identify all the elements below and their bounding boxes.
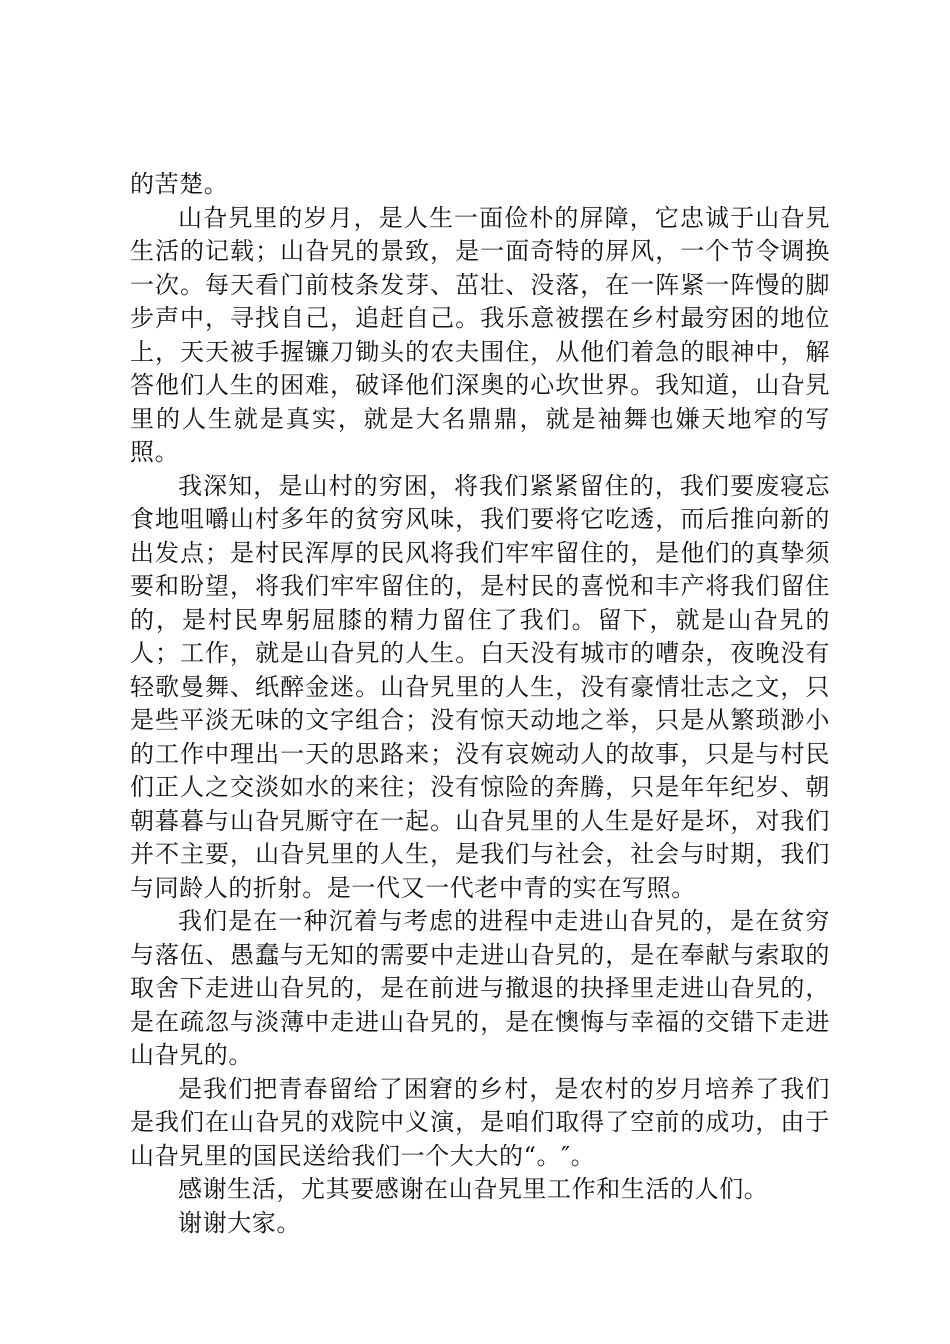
paragraph-mountain-years: 山旮旯里的岁月，是人生一面俭朴的屏障，它忠诚于山旮旯生活的记载；山旮旯的景致，是一面奇特的屏风，一个节令调换一次。每天看门前枝条发芽、茁壮、没落，在一阵紧一阵慢的脚步声中，寻找自己，追赶自己。我乐意被摆在乡村最穷困的地位上，天天被手握镰刀锄头的农夫围住，从他们着急的眼神中，解答他们人生的困难，破译他们深奥的心坎世界。我知道，山旮旯里的人生就是真实，就是大名鼎鼎，就是袖舞也嫌天地窄的写照。 <box>130 203 830 466</box>
paragraph-deep-knowing: 我深知，是山村的穷困，将我们紧紧留住的，我们要废寝忘食地咀嚼山村多年的贫穷风味，我们要将它吃透，而后推向新的出发点；是村民浑厚的民风将我们牢牢留住的，是他们的真挚须要和盼望，将我们牢牢留住的，是村民的喜悦和丰产将我们留住的，是村民卑躬屈膝的精力留住了我们。留下，就是山旮旯的人；工作，就是山旮旯的人生。白天没有城市的嘈杂，夜晚没有轻歌曼舞、纸醉金迷。山旮旯里的人生，没有豪情壮志之文，只是些平淡无味的文字组合；没有惊天动地之举，只是从繁琐渺小的工作中理出一天的思路来；没有哀婉动人的故事，只是与村民们正人之交淡如水的来往；没有惊险的奔腾，只是年年纪岁、朝朝暮暮与山旮旯厮守在一起。山旮旯里的人生是好是坏，对我们并不主要，山旮旯里的人生，是我们与社会，社会与时期，我们与同龄人的折射。是一代又一代老中青的实在写照。 <box>130 471 830 902</box>
paragraph-youth: 是我们把青春留给了困窘的乡村，是农村的岁月培养了我们是我们在山旮旯的戏院中义演，是咱们取得了空前的成功，由于山旮旯里的国民送给我们一个大大的“。″。 <box>130 1074 830 1170</box>
paragraph-continuation: 的苦楚。 <box>130 170 229 198</box>
document-body <box>130 168 830 1240</box>
paragraph-entering-mountain: 我们是在一种沉着与考虑的进程中走进山旮旯的，是在贫穷与落伍、愚蠢与无知的需要中走进山旮旯的，是在奉献与索取的取舍下走进山旮旯的，是在前进与撤退的抉择里走进山旮旯的，是在疏忽与淡薄中走进山旮旯的，是在懊悔与幸福的交错下走进山旮旯的。 <box>130 907 830 1069</box>
paragraph-thanks-life: 感谢生活，尤其要感谢在山旮旯里工作和生活的人们。 <box>178 1175 769 1203</box>
paragraph-thanks-all: 谢谢大家。 <box>178 1208 301 1237</box>
